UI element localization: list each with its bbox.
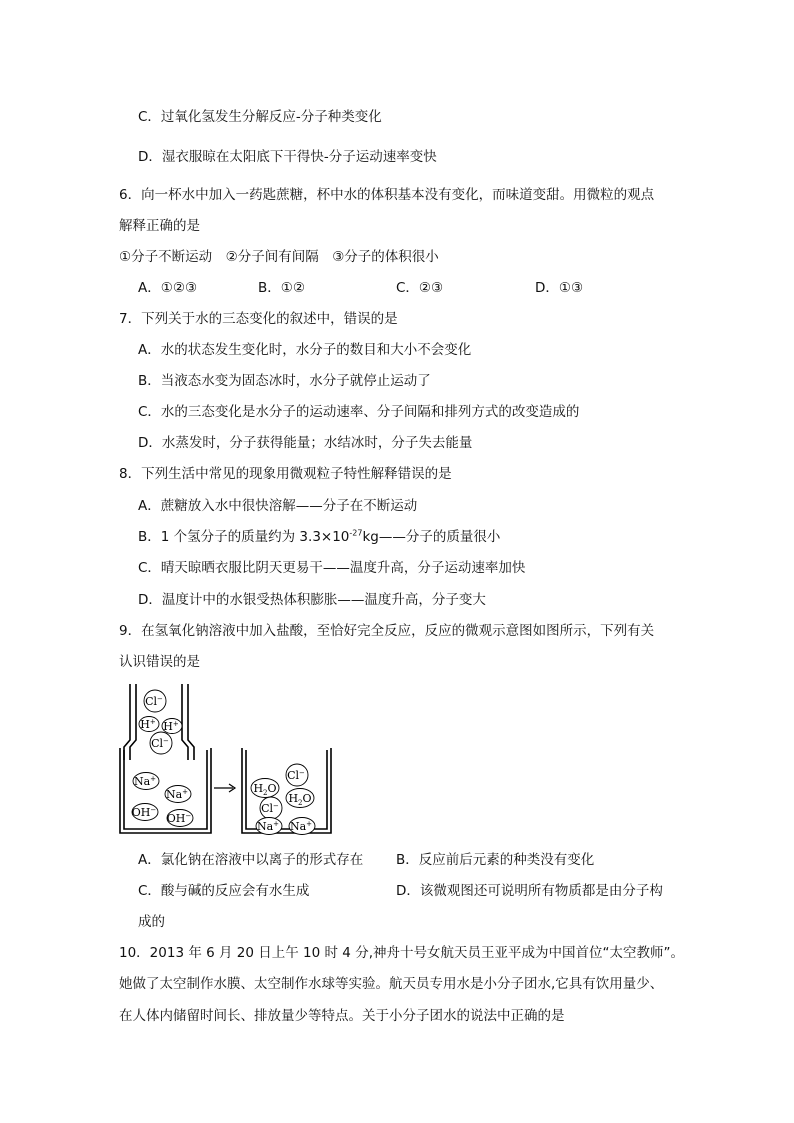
label-cl: Cl− — [151, 737, 169, 750]
arrow-icon — [214, 784, 235, 792]
q10-line1: 10．2013 年 6 月 20 日上午 10 时 4 分,神舟十号女航天员王亚平成为中国首位“太空教师”。 — [119, 945, 684, 961]
q5-option-c: C．过氧化氢发生分解反应-分子种类变化 — [138, 109, 382, 125]
dropper-right-wall — [188, 684, 194, 760]
label-h: H+ — [163, 720, 179, 733]
label-na: Na+ — [256, 820, 280, 833]
q10-line3: 在人体内储留时间长、排放量少等特点。关于小分子团水的说法中正确的是 — [119, 1008, 565, 1024]
label-oh: OH− — [131, 806, 157, 819]
label-h: H+ — [140, 718, 156, 731]
label-na: Na+ — [165, 788, 189, 801]
q9-option-b: B．反应前后元素的种类没有变化 — [396, 852, 595, 868]
label-cl: Cl− — [261, 802, 279, 815]
q6-stem-line2: 解释正确的是 — [119, 218, 200, 234]
q8-option-b-pre: B．1 个氢分子的质量约为 3.3×10 — [138, 529, 350, 545]
label-na: Na+ — [133, 775, 157, 788]
label-na: Na+ — [289, 820, 313, 833]
q7-option-b: B．当液态水变为固态冰时，水分子就停止运动了 — [138, 373, 431, 389]
q8-option-b-exponent: -27 — [349, 528, 363, 538]
label-h2o: $H_2O$ — [253, 782, 277, 797]
q9-option-c: C．酸与碱的反应会有水生成 — [138, 883, 310, 899]
q7-stem: 7．下列关于水的三态变化的叙述中，错误的是 — [119, 311, 398, 327]
q5-option-d: D．湿衣服晾在太阳底下干得快-分子运动速率变快 — [138, 149, 437, 165]
q6-stem-line1: 6．向一杯水中加入一药匙蔗糖，杯中水的体积基本没有变化，而味道变甜。用微粒的观点 — [119, 187, 655, 203]
q7-option-a: A．水的状态发生变化时，水分子的数目和大小不会变化 — [138, 342, 472, 358]
dropper-left-wall-inner — [130, 684, 136, 760]
q10-line2: 她做了太空制作水膜、太空制作水球等实验。航天员专用水是小分子团水,它具有饮用量少、 — [119, 976, 664, 992]
q9-option-d-continued: 成的 — [138, 914, 165, 930]
q9-option-a: A．氯化钠在溶液中以离子的形式存在 — [138, 852, 364, 868]
q6-option-c: C．②③ — [396, 280, 444, 296]
label-cl: Cl− — [287, 769, 305, 782]
label-h2o: $H_2O$ — [288, 792, 312, 807]
q6-option-b: B．①② — [258, 280, 305, 296]
q8-option-b-post: kg——分子的质量很小 — [362, 529, 501, 545]
dropper-left-wall — [124, 684, 130, 760]
q7-option-c: C．水的三态变化是水分子的运动速率、分子间隔和排列方式的改变造成的 — [138, 404, 580, 420]
q8-stem: 8．下列生活中常见的现象用微观粒子特性解释错误的是 — [119, 466, 452, 482]
label-oh: OH− — [166, 812, 192, 825]
q9-stem-line1: 9．在氢氧化钠溶液中加入盐酸，至恰好完全反应，反应的微观示意图如图所示，下列有关 — [119, 623, 655, 639]
q9-stem-line2: 认识错误的是 — [119, 654, 200, 670]
q7-option-d: D．水蒸发时，分子获得能量；水结冰时，分子失去能量 — [138, 435, 473, 451]
q6-option-d: D．①③ — [535, 280, 584, 296]
q9-option-d: D．该微观图还可说明所有物质都是由分子构 — [396, 883, 663, 899]
q6-option-a: A．①②③ — [138, 280, 198, 296]
q6-statements: ①分子不断运动 ②分子间有间隔 ③分子的体积很小 — [119, 249, 439, 265]
q8-option-b — [138, 528, 501, 545]
q8-option-d: D．温度计中的水银受热体积膨胀——温度升高，分子变大 — [138, 592, 486, 608]
q8-option-a: A．蔗糖放入水中很快溶解——分子在不断运动 — [138, 498, 418, 514]
label-cl: Cl− — [145, 695, 163, 708]
q8-option-c: C．晴天晾晒衣服比阴天更易干——温度升高，分子运动速率加快 — [138, 560, 526, 576]
reaction-diagram — [118, 684, 333, 838]
dropper-right-wall-inner — [182, 684, 188, 760]
